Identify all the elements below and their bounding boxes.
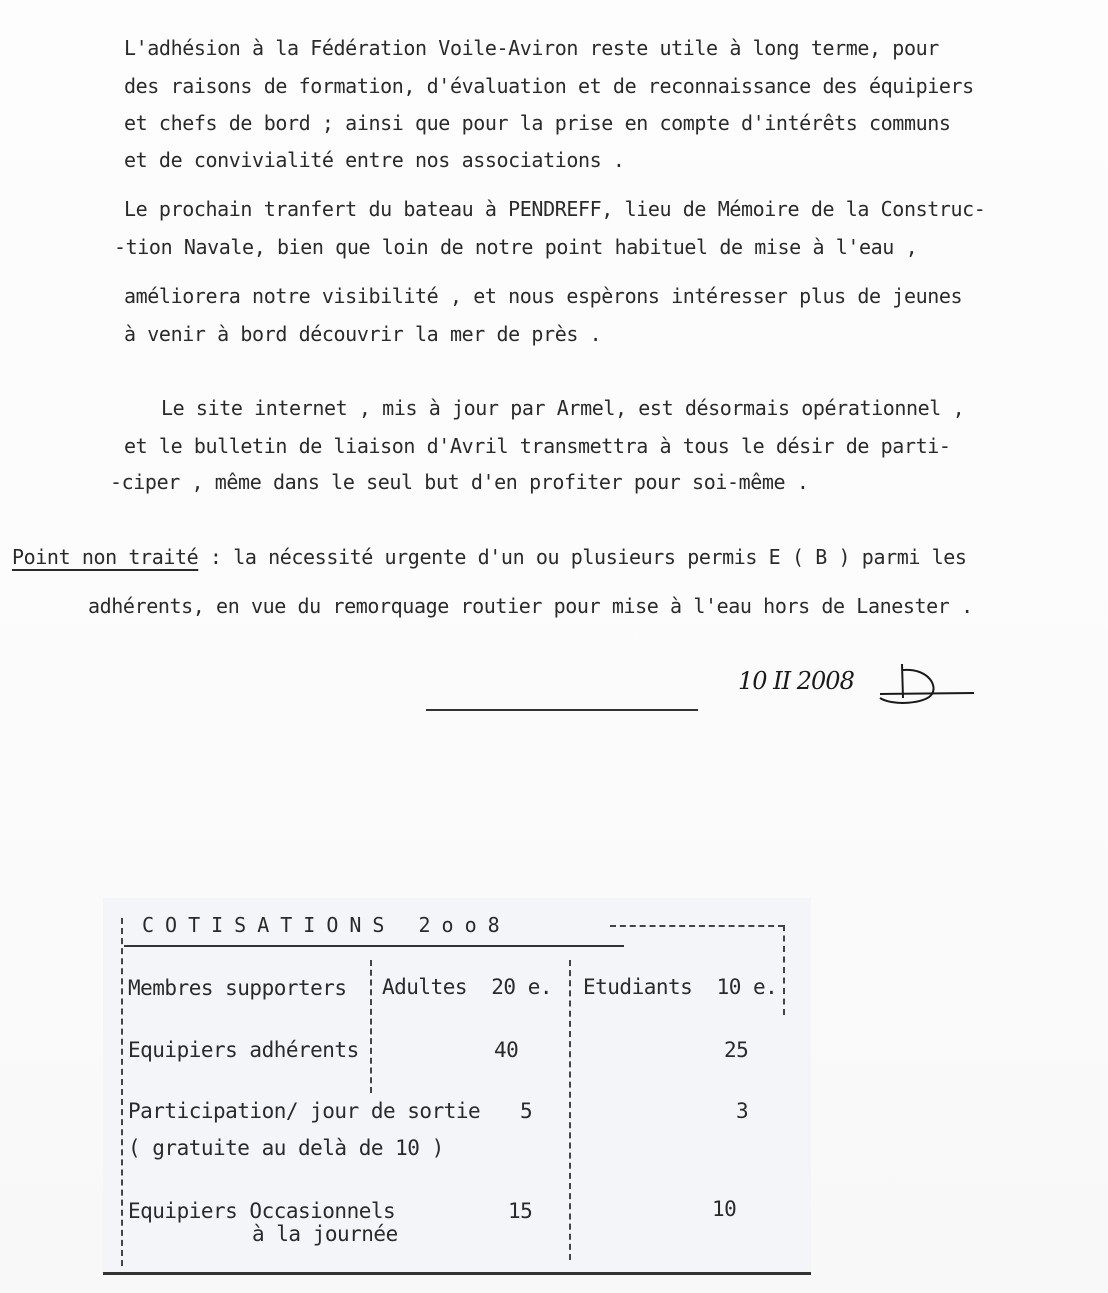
row-2-label: Equipiers adhérents bbox=[128, 1038, 359, 1062]
paragraph-2-line-2: -tion Navale, bien que loin de notre point habituel de mise à l'eau , bbox=[114, 235, 918, 259]
title-dash-rule bbox=[610, 925, 784, 927]
table-right-border bbox=[783, 925, 785, 1015]
point-label: Point non traité bbox=[12, 545, 199, 569]
point-line-2: adhérents, en vue du remorquage routier pour mise à l'eau hors de Lanester . bbox=[88, 594, 973, 618]
paragraph-3-line-3: -ciper , même dans le seul but d'en profiter pour soi-même . bbox=[110, 470, 809, 494]
cotisations-title: COTISATIONS 2oo8 bbox=[142, 913, 511, 937]
row-1-student: Etudiants 10 e. bbox=[583, 975, 778, 999]
point-text-1: : la nécessité urgente d'un ou plusieurs permis E ( B ) parmi les bbox=[198, 545, 967, 569]
column-divider-2 bbox=[569, 960, 571, 1260]
row-3-label: Participation/ jour de sortie bbox=[128, 1099, 481, 1123]
paragraph-3-line-2: et le bulletin de liaison d'Avril transmettra à tous le désir de parti- bbox=[124, 434, 951, 458]
row-4-adult: 15 bbox=[508, 1199, 533, 1223]
paragraph-3-line-1: Le site internet , mis à jour par Armel, est désormais opérationnel , bbox=[161, 396, 965, 420]
table-left-border bbox=[121, 918, 123, 1266]
column-divider-1 bbox=[370, 960, 372, 1093]
row-3-label-note: ( gratuite au delà de 10 ) bbox=[128, 1136, 444, 1160]
signature-line bbox=[426, 709, 698, 711]
row-3-adult: 5 bbox=[520, 1099, 533, 1123]
handwritten-date: 10 II 2008 bbox=[738, 667, 854, 695]
row-2-adult: 40 bbox=[494, 1038, 519, 1062]
paragraph-1-line-4: et de convivialité entre nos associations . bbox=[124, 148, 625, 172]
paragraph-1-line-1: L'adhésion à la Fédération Voile-Aviron reste utile à long terme, pour bbox=[124, 36, 939, 60]
paragraph-2-line-1: Le prochain tranfert du bateau à PENDREFF, lieu de Mémoire de la Construc- bbox=[124, 197, 986, 221]
row-2-student: 25 bbox=[724, 1038, 749, 1062]
row-1-adult: Adultes 20 e. bbox=[382, 975, 553, 999]
paragraph-1-line-3: et chefs de bord ; ainsi que pour la prise en compte d'intérêts communs bbox=[124, 111, 951, 135]
row-3-student: 3 bbox=[736, 1099, 749, 1123]
paragraph-2-line-4: à venir à bord découvrir la mer de près . bbox=[124, 322, 602, 346]
paragraph-2-line-3: améliorera notre visibilité , et nous espèrons intéresser plus de jeunes bbox=[124, 284, 963, 308]
paragraph-1-line-2: des raisons de formation, d'évaluation et de reconnaissance des équipiers bbox=[124, 74, 974, 98]
row-4-student: 10 bbox=[712, 1197, 737, 1221]
row-1-label: Membres supporters bbox=[128, 976, 347, 1000]
row-4-label-note: à la journée bbox=[252, 1222, 398, 1246]
point-line-1 bbox=[12, 545, 967, 569]
row-4-label: Equipiers Occasionnels bbox=[128, 1199, 396, 1223]
handwritten-signature bbox=[872, 658, 976, 708]
title-underline bbox=[124, 945, 624, 947]
